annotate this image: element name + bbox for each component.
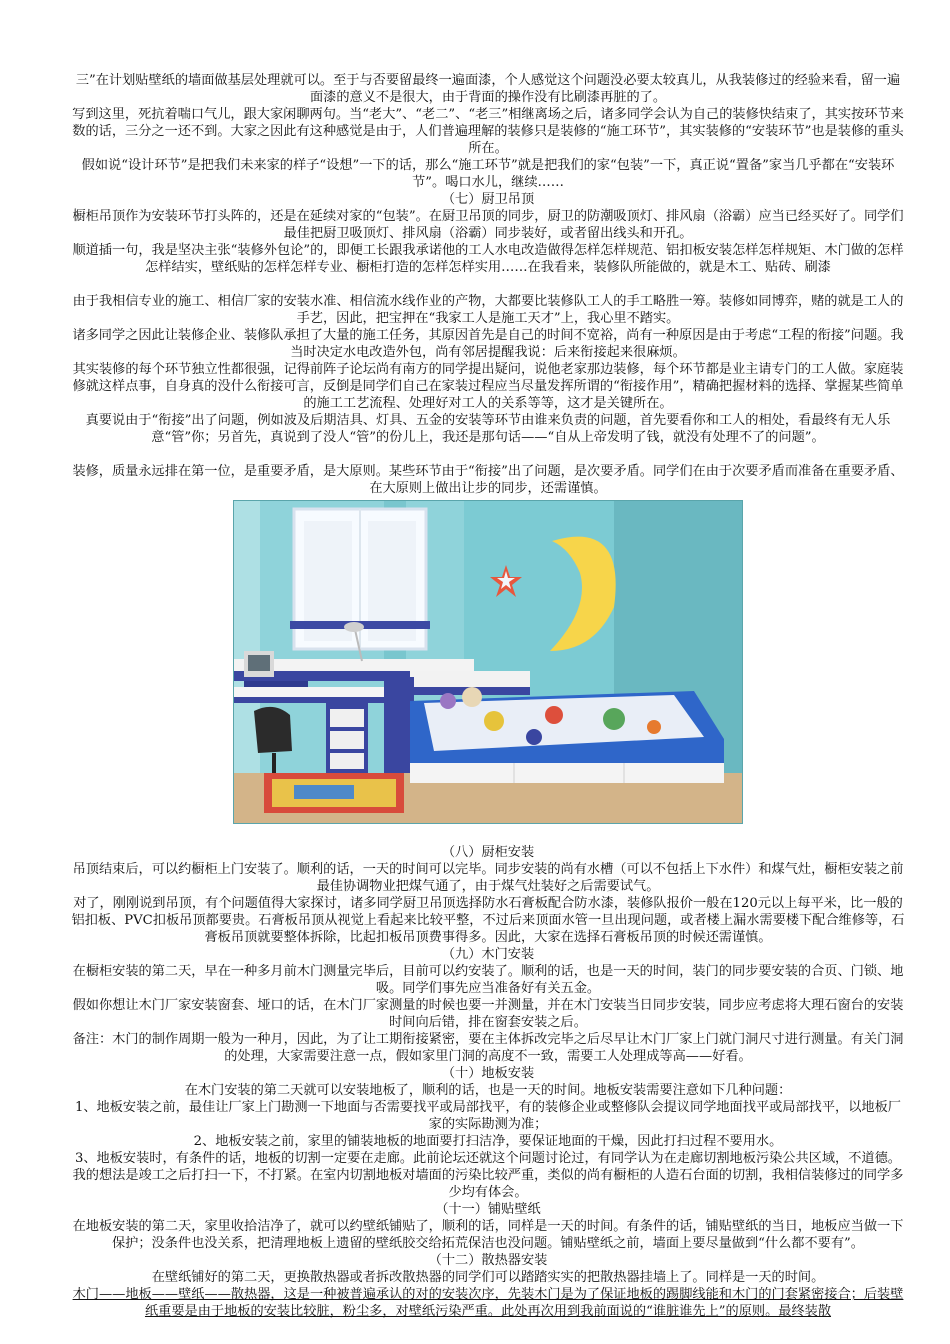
section-heading-9: （九）木门安装	[441, 947, 535, 962]
section-heading-11: （十一）铺贴壁纸	[435, 1202, 541, 1217]
paragraph: 其实装修的每个环节独立性都很强，记得前阵子论坛尚有南方的同学提出疑问，说他老家那边装修，每个环节都是业主请专门的工人做。家庭装修就这样点事，自身真的没什么衔接可言，反倒是同学们自己在家装过程应当尽量发挥所谓的“衔接作用”，精确把握材料的选择、掌握某些简单的施工工艺流程、处理好对工人的关系等等，这才是关键所在。	[72, 362, 904, 411]
paragraph: 在木门安装的第二天就可以安装地板了，顺利的话，也是一天的时间。地板安装需要注意如下几种问题：	[184, 1083, 792, 1098]
section-heading-8: （八）厨柜安装	[441, 845, 535, 860]
paragraph: 橱柜吊顶作为安装环节打头阵的，还是在延续对家的“包装”。在厨卫吊顶的同步，厨卫的防潮吸顶灯、排风扇（浴霸）应当已经买好了。同学们最佳把厨卫吸顶灯、排风扇（浴霸）同步装好，或者留出线头和开孔。	[72, 209, 904, 241]
paragraph: 木门——地板——壁纸——散热器，这是一种被普遍承认的对的安装次序，先装木门是为了保证地板的踢脚线能和木门的门套紧密接合；后装壁纸重要是由于地板的安装比较脏，粉尘多，对壁纸污染严重。此处再次用到我前面说的“谁脏谁先上”的原则。最终装散	[72, 1287, 904, 1319]
paragraph: 假如说“设计环节”是把我们未来家的样子“设想”一下的话，那么“施工环节”就是把我们的家“包装”一下，真正说“置备”家当几乎都在“安装环节”。喝口水儿，继续……	[81, 158, 895, 190]
paragraph: 顺道插一句，我是坚决主张“装修外包论”的，即便工长跟我承诺他的工人水电改造做得怎样怎样规范、铝扣板安装怎样怎样规矩、木门做的怎样怎样结实，壁纸贴的怎样怎样专业、橱柜打造的怎样怎样实用……在我看来，装修队所能做的，就是木工、贴砖、刷漆	[72, 243, 904, 275]
paragraph: 在壁纸铺好的第二天，更换散热器或者拆改散热器的同学们可以踏踏实实的把散热器挂墙上了。同样是一天的时间。	[151, 1270, 825, 1285]
section-heading-7: （七）厨卫吊顶	[441, 192, 535, 207]
paragraph: 备注：木门的制作周期一般为一种月，因此，为了让工期衔接紧密，要在主体拆改完毕之后尽早让木门厂家上门就门洞尺寸进行测量。有关门洞的处理，大家需要注意一点，假如家里门洞的高度不一致，需要工人处理成等高——好看。	[72, 1032, 904, 1064]
paragraph: 真要说由于“衔接”出了问题，例如波及后期洁具、灯具、五金的安装等环节由谁来负责的问题，首先要看你和工人的相处，看最终有无人乐意“管”你；另首先，真说到了没人“管”的份儿上，我还是那句话——“自从上帝发明了钱，就没有处理不了的问题”。	[85, 413, 891, 445]
paragraph: 对了，刚刚说到吊顶，有个问题值得大家探讨，诸多同学厨卫吊顶选择防水石膏板配合防水漆，装修队报价一般在120元以上每平米，比一般的铝扣板、PVC扣板吊顶都要贵。石膏板吊顶从视觉上看起来比较平整，不过后来顶面水管一旦出现问题，或者楼上漏水需要楼下配合维修等，石膏板吊顶就要整体拆除，比起扣板吊顶费事得多。因此，大家在选择石膏板吊顶的时候还需谨慎。	[71, 896, 905, 945]
paragraph: 写到这里，死抗着喘口气儿，跟大家闲聊两句。当“老大”、“老二”、“老三”相继离场之后，诸多同学会认为自己的装修快结束了，其实按环节来数的话，三分之一还不到。大家之因此有这种感觉是由于，人们普遍理解的装修只是装修的“施工环节”，其实装修的“安装环节”也是装修的重头所在。	[72, 107, 904, 156]
paragraph: 3、地板安装时，有条件的话，地板的切割一定要在走廊。此前论坛还就这个问题讨论过，有同学认为在走廊切割地板污染公共区域，不道德。我的想法是竣工之后打扫一下，不打紧。在室内切割地板对墙面的污染比较严重，类似的尚有橱柜的人造石台面的切割，我相信装修过的同学多少均有体会。	[72, 1151, 904, 1200]
paragraph: 在橱柜安装的第二天，早在一种多月前木门测量完毕后，目前可以约安装了。顺利的话，也是一天的时间，装门的同步要安装的合页、门锁、地吸。同学们事先应当准备好有关五金。	[72, 964, 904, 996]
paragraph: 在地板安装的第二天，家里收拾洁净了，就可以约壁纸铺贴了，顺利的话，同样是一天的时间。有条件的话，铺贴壁纸的当日，地板应当做一下保护；没条件也没关系，把清理地板上遗留的壁纸胶交给拓荒保洁也没问题。铺贴壁纸之前，墙面上要尽量做到“什么都不要有”。	[72, 1219, 904, 1251]
section-heading-12: （十二）散热器安装	[428, 1253, 548, 1268]
paragraph: 1、地板安装之前，最佳让厂家上门勘测一下地面与否需要找平或局部找平，有的装修企业或整修队会提议同学地面找平或局部找平，以地板厂家的实际勘测为准；	[74, 1100, 901, 1132]
paragraph: 诸多同学之因此让装修企业、装修队承担了大量的施工任务，其原因首先是自己的时间不宽裕，尚有一种原因是由于考虑“工程的衔接”问题。我当时决定水电改造外包，尚有邻居提醒我说：后来衔接起来很麻烦。	[72, 328, 904, 360]
document-page	[70, 72, 906, 1320]
paragraph: 三”在计划贴壁纸的墙面做基层处理就可以。至于与否要留最终一遍面漆，个人感觉这个问题没必要太较真儿，从我装修过的经验来看，留一遍面漆的意义不是很大，由于背面的操作没有比刷漆再脏的了。	[75, 73, 901, 105]
paragraph: 由于我相信专业的施工、相信厂家的安装水准、相信流水线作业的产物，大都要比装修队工人的手工略胜一筹。装修如同博弈，赌的就是工人的手艺，因此，把宝押在“我家工人是施工天才”上，我心里不踏实。	[72, 294, 904, 326]
section-heading-10: （十）地板安装	[441, 1066, 535, 1081]
bedroom-photo	[233, 500, 743, 824]
paragraph: 假如你想让木门厂家安装窗套、垭口的话，在木门厂家测量的时候也要一并测量，并在木门安装当日同步安装，同步应考虑将大理石窗台的安装时间向后错，排在窗套安装之后。	[72, 998, 904, 1030]
paragraph: 吊顶结束后，可以约橱柜上门安装了。顺利的话，一天的时间可以完毕。同步安装的尚有水槽（可以不包括上下水件）和煤气灶，橱柜安装之前最佳协调物业把煤气通了，由于煤气灶装好之后需要试气。	[72, 862, 904, 894]
paragraph: 装修，质量永远排在第一位，是重要矛盾，是大原则。某些环节由于“衔接”出了问题，是次要矛盾。同学们在由于次要矛盾而准备在重要矛盾、在大原则上做出让步的同步，还需谨慎。	[72, 464, 904, 496]
paragraph: 2、地板安装之前，家里的铺装地板的地面要打扫洁净，要保证地面的干燥，因此打扫过程不要用水。	[193, 1134, 783, 1149]
